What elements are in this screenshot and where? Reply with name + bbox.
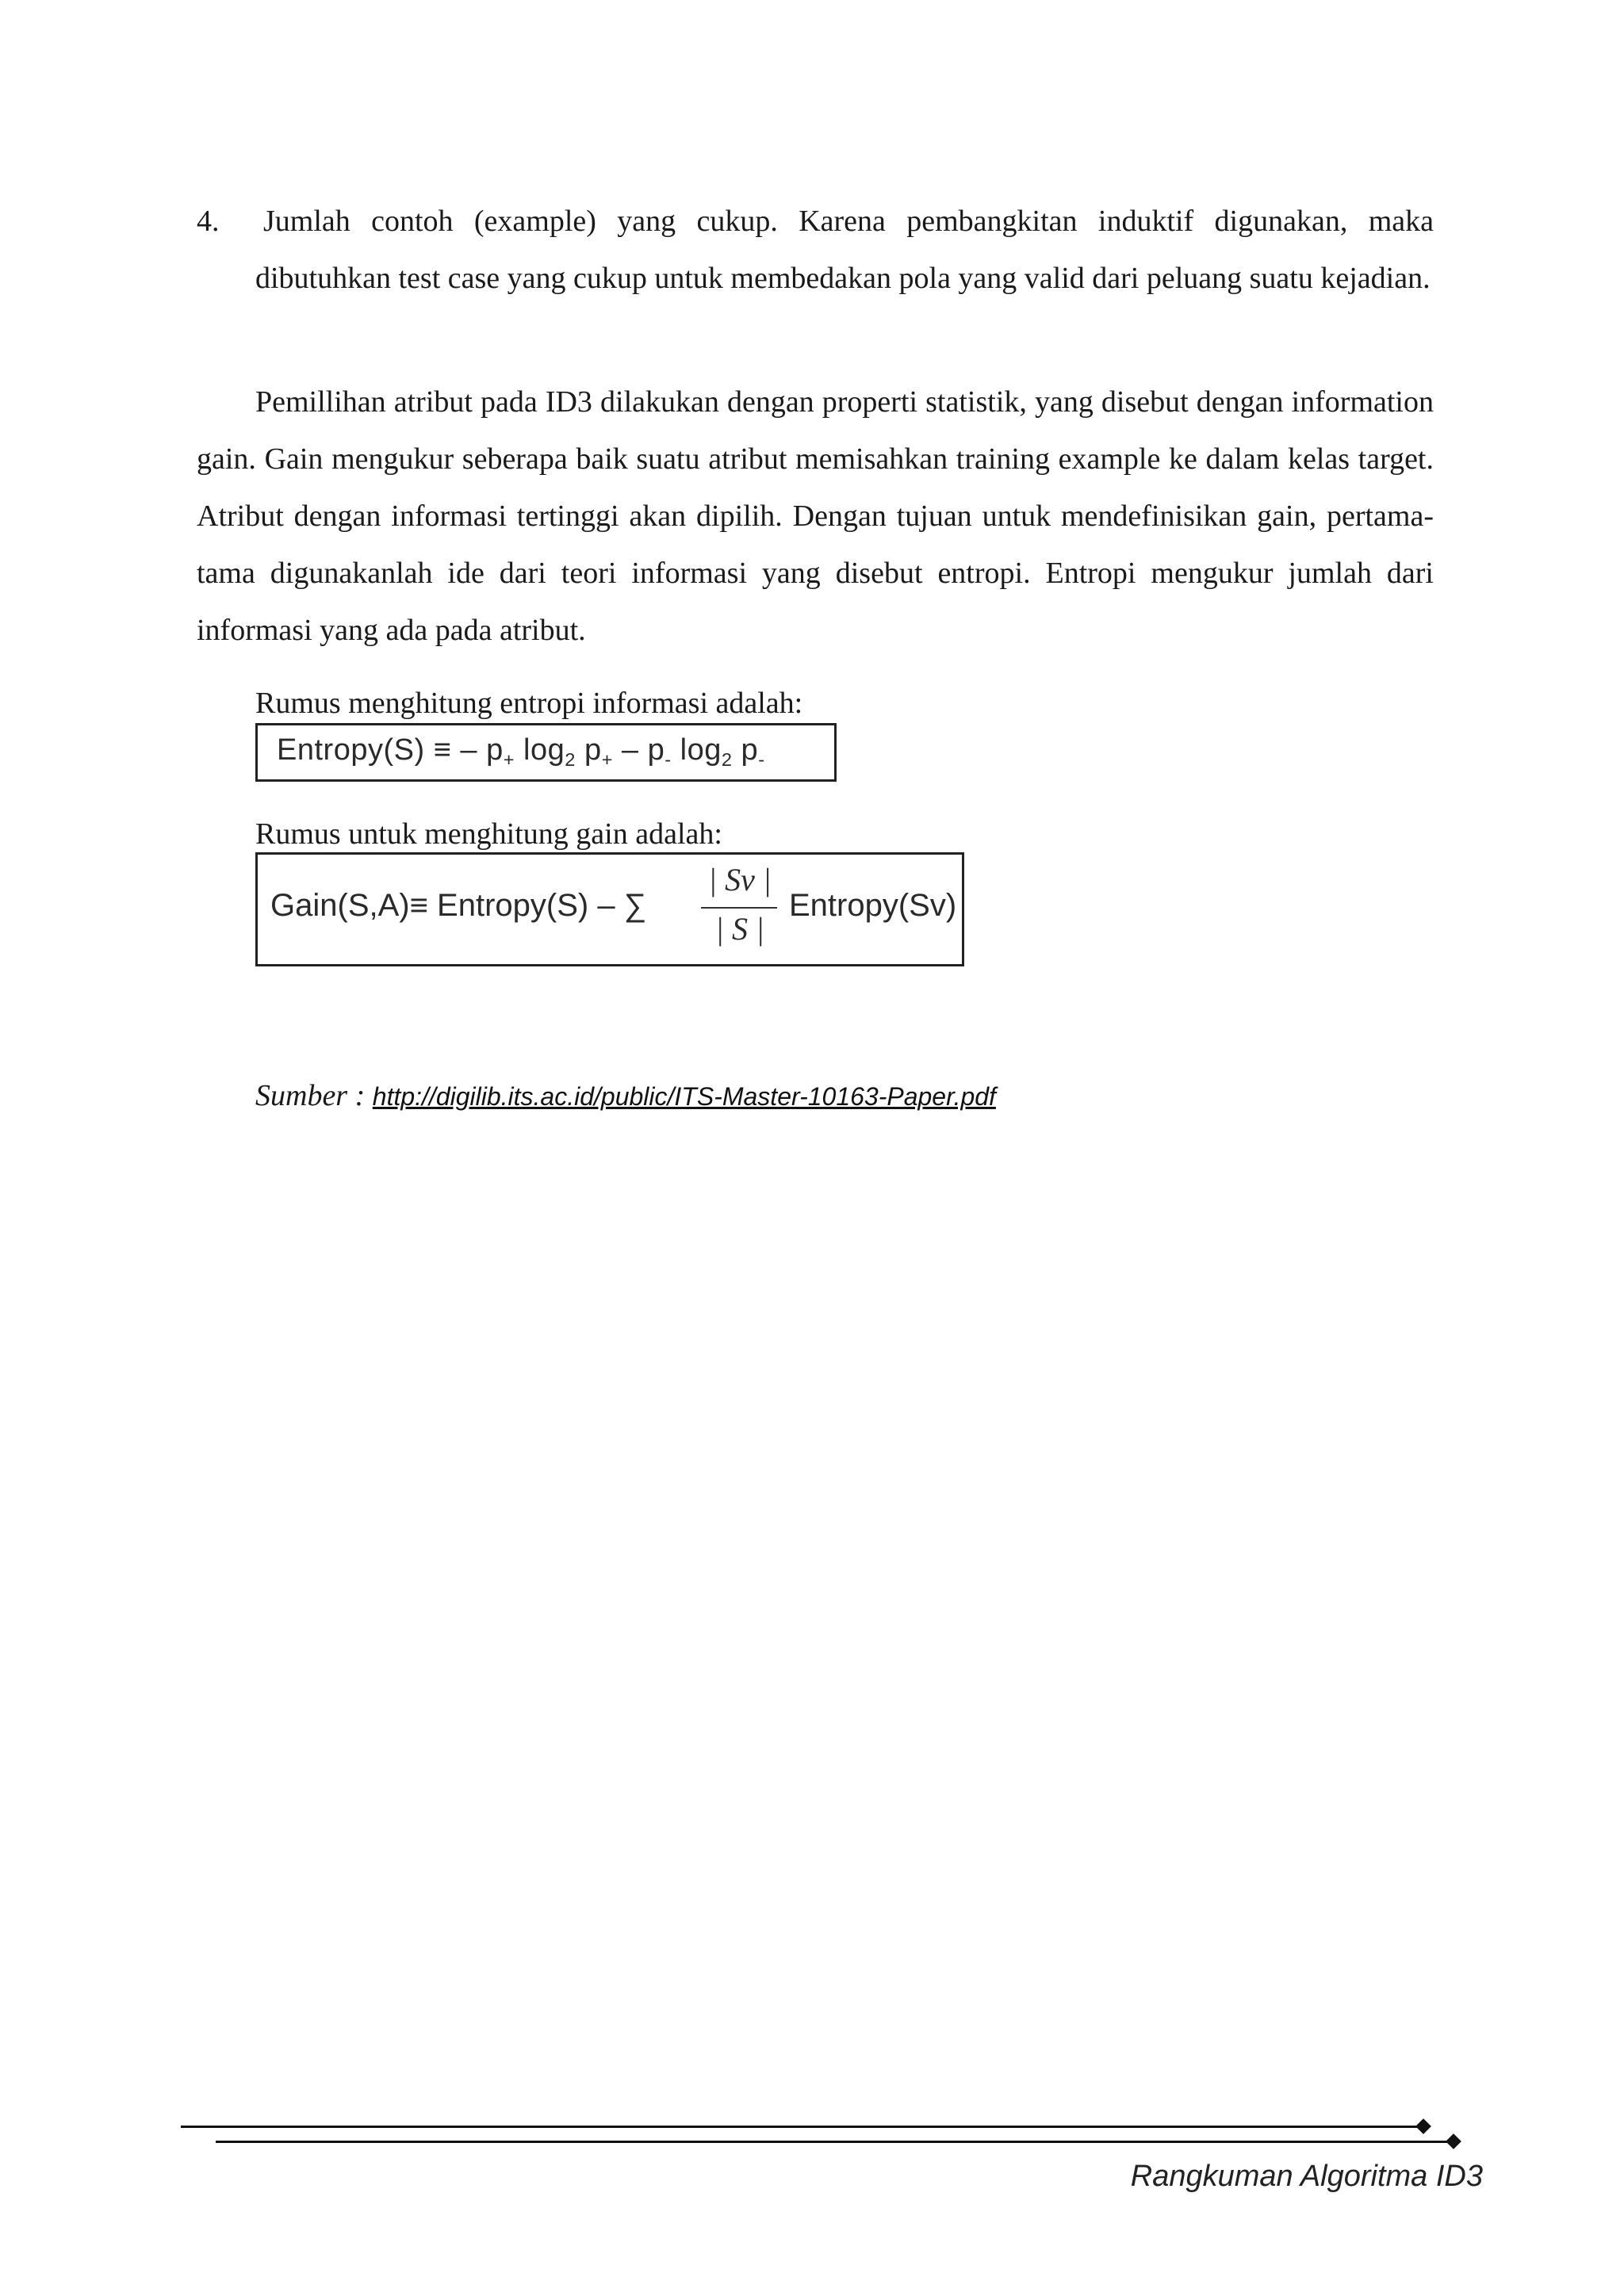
footer-rule-top: [181, 2126, 1426, 2128]
fraction-numerator: | Sv |: [708, 862, 772, 897]
gain-formula-fraction: [696, 861, 783, 956]
footer-diamond-bottom: [1446, 2133, 1461, 2149]
gain-formula-label: Rumus untuk menghitung gain adalah:: [255, 817, 722, 851]
entropy-formula: Entropy(S) ≡ – $p_+$ $\log_2 p_+ - p_-$ $\log_2 p_-$: [277, 733, 765, 771]
list-number: 4.: [197, 205, 220, 238]
list-item-text: Jumlah contoh (example) yang cukup. Karena pembangkitan induktif digunakan, maka dibutuhkan test case yang cukup untuk membedakan pola yang valid dari peluang suatu kejadian.: [255, 205, 1434, 295]
fraction-denominator: | S |: [715, 911, 764, 947]
gain-formula-box: [255, 852, 964, 966]
source-citation: [255, 1077, 996, 1115]
gain-formula-lhs: Gain(S,A)≡ Entropy(S) – ∑: [270, 888, 647, 923]
footer-rule-bottom: [216, 2141, 1455, 2143]
source-link[interactable]: http://digilib.its.ac.id/public/ITS-Master-10163-Paper.pdf: [372, 1082, 996, 1111]
body-paragraph: Pemillihan atribut pada ID3 dilakukan dengan properti statistik, yang disebut dengan information gain. Gain mengukur seberapa baik suatu atribut memisahkan training example ke dalam kelas target. Atribut dengan informasi tertinggi akan dipilih. Dengan tujuan untuk mendefinisikan gain, pertama-tama digunakanlah ide dari teori informasi yang disebut entropi. Entropi mengukur jumlah dari informasi yang ada pada atribut.: [197, 385, 1434, 647]
entropy-formula-box: [255, 723, 837, 782]
footer-title: Rangkuman Algoritma ID3: [1130, 2160, 1483, 2193]
source-label: Sumber :: [255, 1079, 373, 1112]
footer-diamond-top: [1415, 2118, 1431, 2134]
gain-formula-rhs: Entropy(Sv): [789, 888, 957, 923]
entropy-formula-label: Rumus menghitung entropi informasi adalah:: [255, 687, 803, 720]
fraction-bar: [701, 907, 777, 909]
